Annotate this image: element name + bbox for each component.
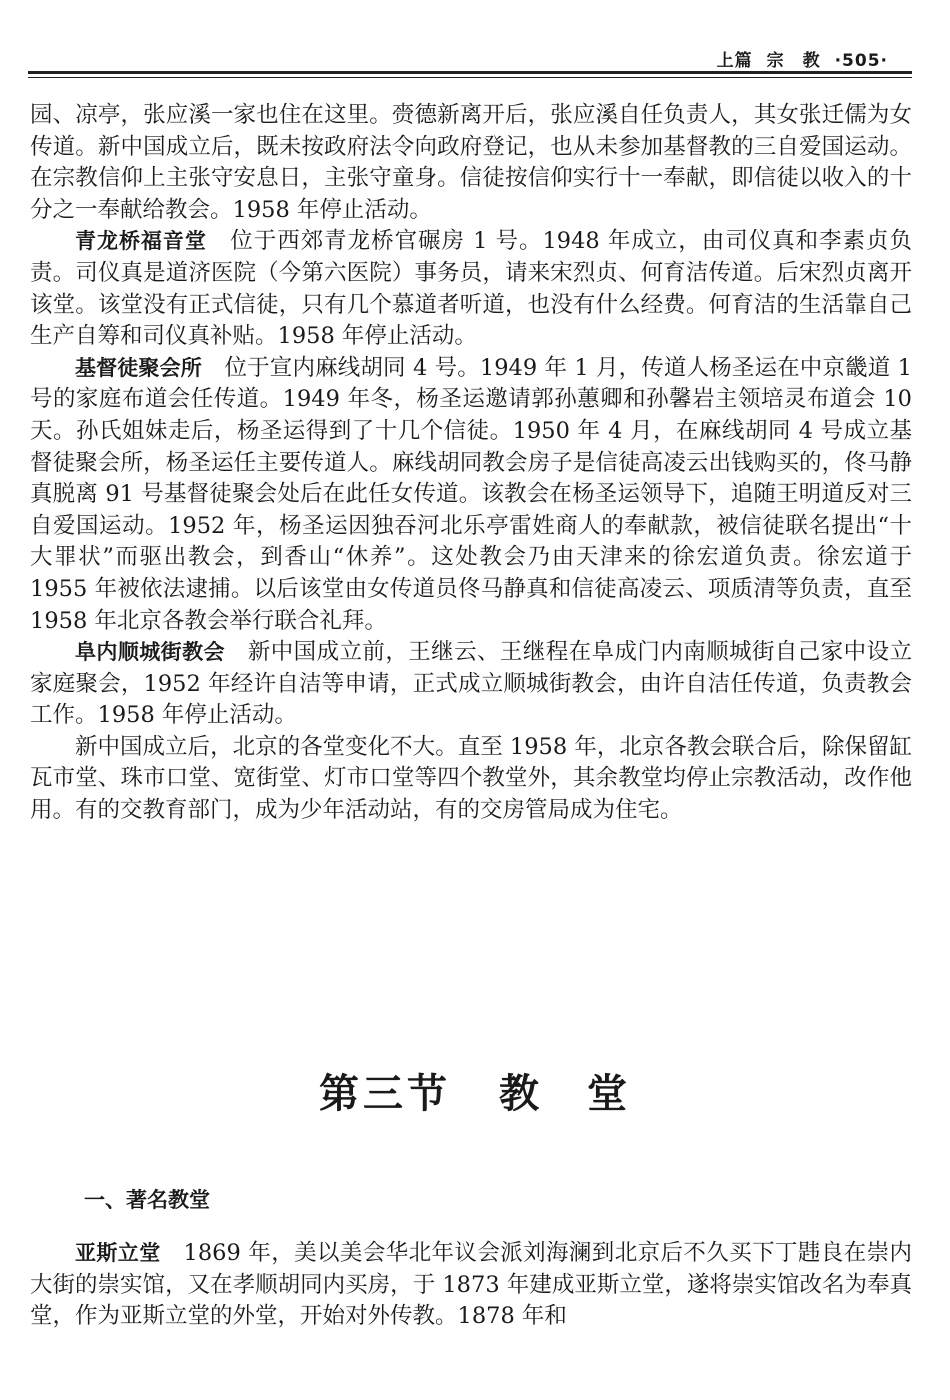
paragraph-text: 1869 年，美以美会华北年议会派刘海澜到北京后不久买下丁韪良在崇内大街的崇实馆，又在孝顺胡同内买房，于 1873 年建成亚斯立堂，遂将崇实馆改名为奉真堂，作为亚斯立堂的外堂，开始对外传教。1878 年和 (30, 1240, 913, 1330)
paragraph-text: 园、凉亭，张应溪一家也住在这里。赍德新离开后，张应溪自任负责人，其女张迁儒为女传道。新中国成立后，既未按政府法令向政府登记，也从未参加基督教的三自爱国运动。在宗教信仰上主张守安息日，主张守童身。信徒按信仰实行十一奉献，即信徒以收入的十分之一奉献给教会。1958 年停止活动。 (30, 102, 912, 223)
running-header (717, 46, 888, 71)
paragraph-qinglongqiao (30, 226, 912, 352)
body-text (30, 100, 912, 827)
header-part: 上篇 (716, 51, 753, 71)
header-rule-thick (28, 71, 912, 74)
paragraph-continuation (30, 100, 912, 226)
entry-term: 青龙桥福音堂 (75, 229, 207, 254)
paragraph-summary (30, 732, 912, 827)
paragraph-funei-shunchengjie (30, 637, 912, 732)
page-header (0, 40, 950, 80)
header-rule-thin (28, 77, 912, 78)
entry-term: 基督徒聚会所 (75, 355, 202, 380)
paragraph-yasilitang (30, 1238, 912, 1333)
body-text-continued (30, 1238, 912, 1333)
paragraph-text: 新中国成立前，王继云、王继程在阜成门内南顺城街自己家中设立家庭聚会，1952 年经许自洁等申请，正式成立顺城街教会，由许自洁任传道，负责教会工作。1958 年停止活动。 (30, 639, 912, 729)
entry-term: 亚斯立堂 (75, 1241, 161, 1265)
paragraph-text: 位于西郊青龙桥官碾房 1 号。1948 年成立，由司仪真和李素贞负责。司仪真是道济医院（今第六医院）事务员，请来宋烈贞、何育洁传道。后宋烈贞离开该堂。该堂没有正式信徒，只有几个慕道者听道，也没有什么经费。何育洁的生活靠自己生产自筹和司仪真补贴。1958 年停止活动。 (30, 228, 912, 350)
header-chapter: 宗 教 (766, 51, 821, 71)
page-number: ·505· (834, 51, 888, 71)
paragraph-text: 新中国成立后，北京的各堂变化不大。直至 1958 年，北京各教会联合后，除保留缸瓦市堂、珠市口堂、宽街堂、灯市口堂等四个教堂外，其余教堂均停止宗教活动，改作他用。有的交教育部门，成为少年活动站，有的交房管局成为住宅。 (30, 733, 912, 824)
section-number: 第三节 (319, 1070, 451, 1117)
section-name: 教 堂 (499, 1070, 631, 1117)
subsection-title: 一、著名教堂 (84, 1188, 210, 1212)
paragraph-jiduotu-juhuisuo (30, 353, 912, 637)
paragraph-text: 位于宣内麻线胡同 4 号。1949 年 1 月，传道人杨圣运在中京畿道 1 号的家庭布道会任传道。1949 年冬，杨圣运邀请郭孙蕙卿和孙馨岩主领培灵布道会 10 天。孙氏姐妹走后，杨圣运得到了十几个信徒。1950 年 4 月，在麻线胡同 4 号成立基督徒聚会所，杨圣运任主要传道人。麻线胡同教会房子是信徒高凌云出钱购买的，佟马静真脱离 91 号基督徒聚会处后在此任女传道。该教会在杨圣运领导下，追随王明道反对三自爱国运动。1952 年，杨圣运因独吞河北乐亭雷姓商人的奉献款，被信徒联名提出“十大罪状”而驱出教会，到香山“休养”。这处教会乃由天津来的徐宏道负责。徐宏道于 1955 年被依法逮捕。以后该堂由女传道员佟马静真和信徒高凌云、项质清等负责，直至 1958 年北京各教会举行联合礼拜。 (30, 354, 912, 634)
section-title (0, 1062, 950, 1119)
entry-term: 阜内顺城街教会 (75, 640, 225, 665)
